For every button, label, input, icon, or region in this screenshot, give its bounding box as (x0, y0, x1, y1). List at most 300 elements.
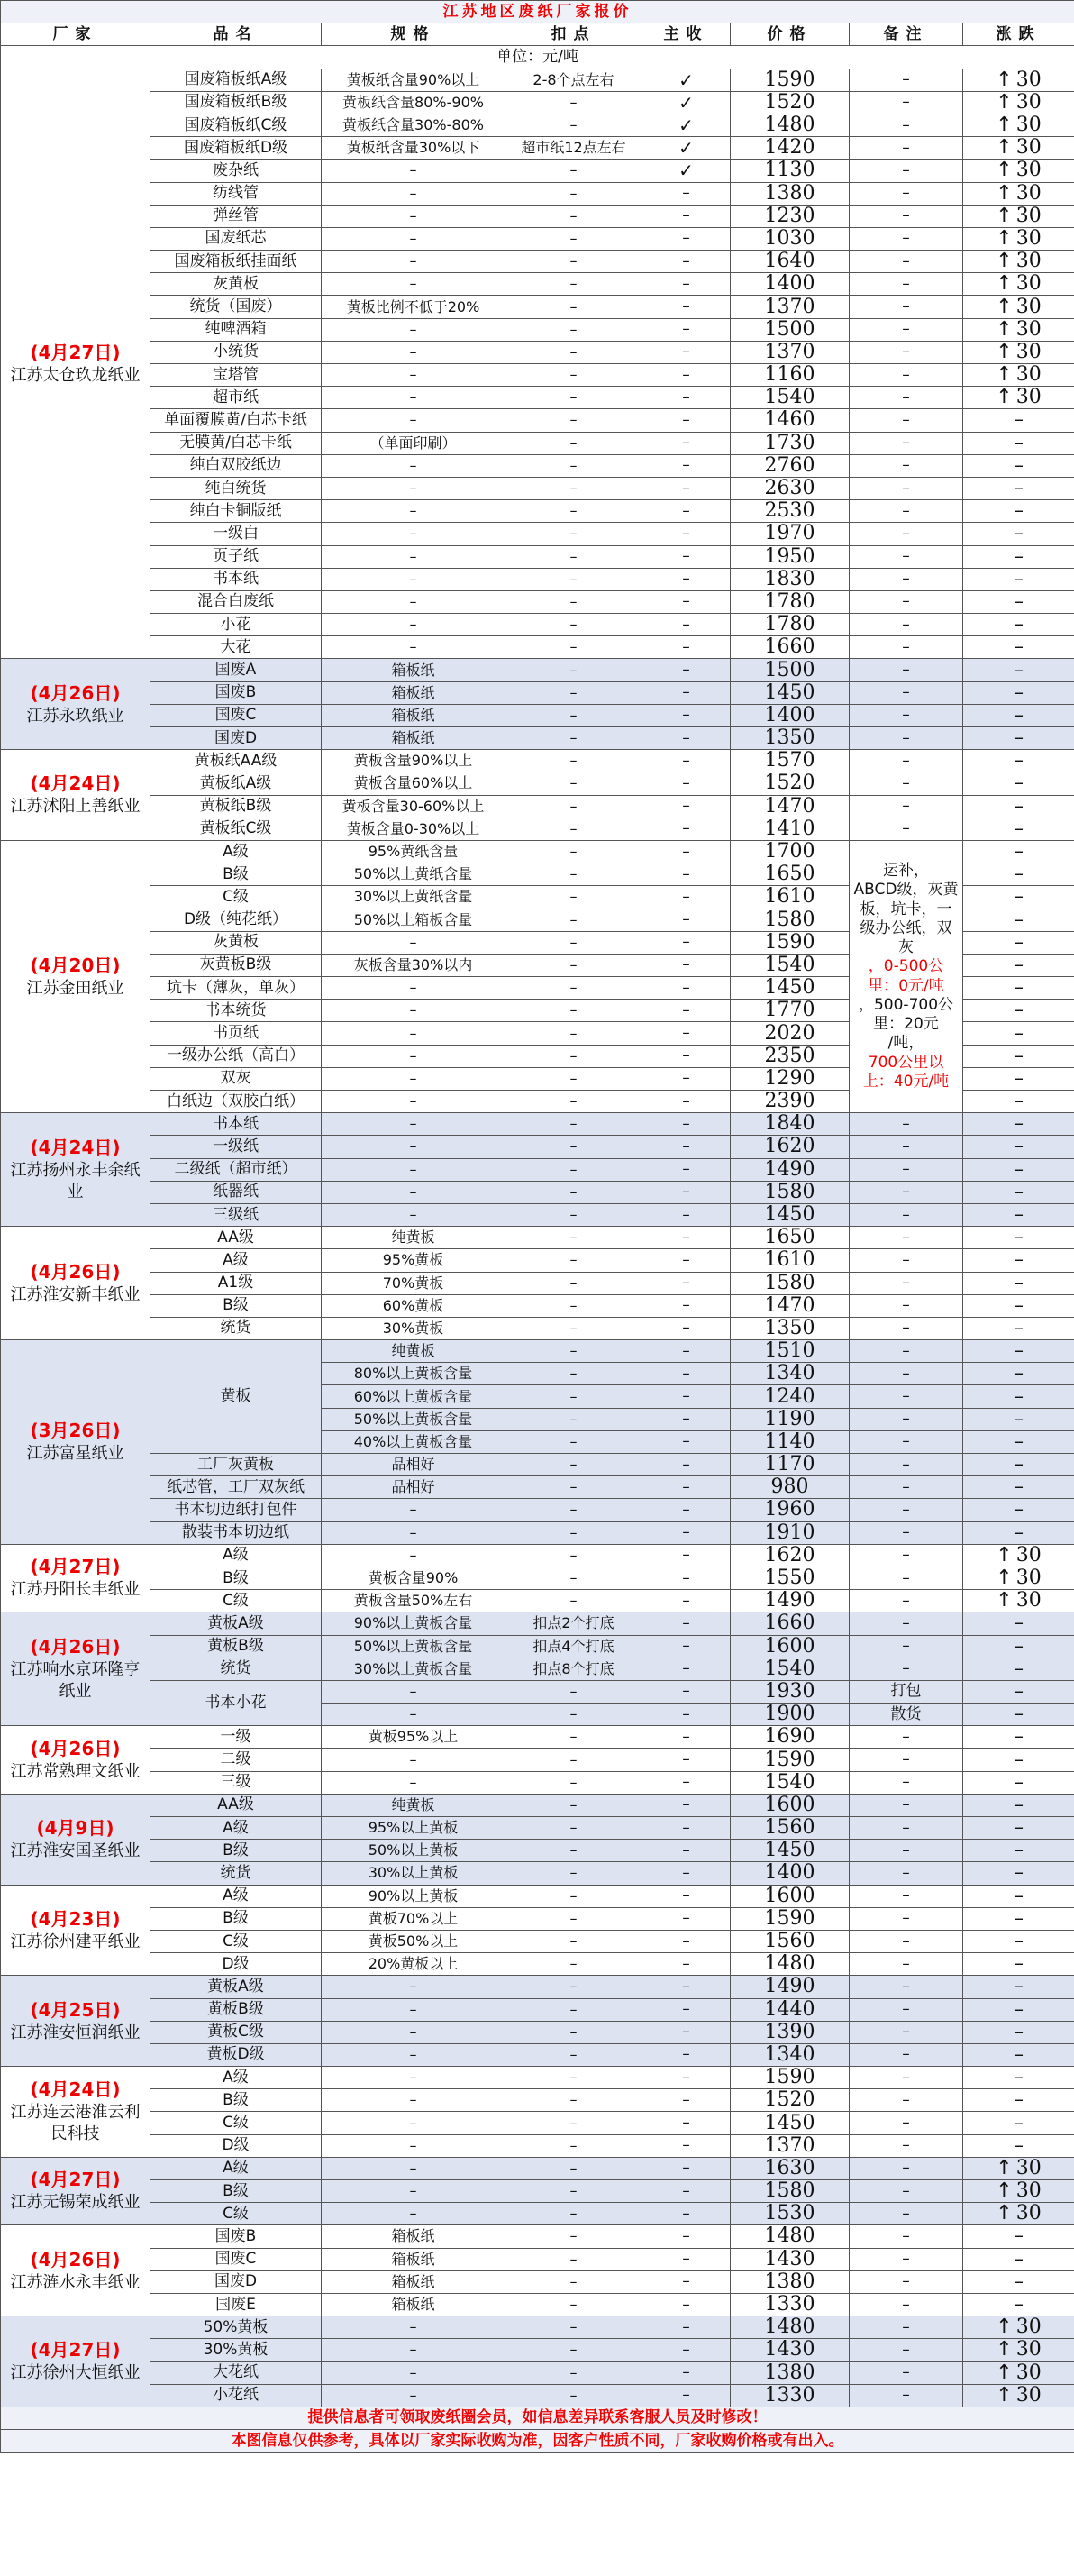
spec-cell: – (322, 2339, 505, 2361)
deduction-cell: – (505, 1840, 642, 1862)
spec-cell: – (322, 2112, 505, 2134)
note-line: /吨， (887, 1034, 924, 1053)
price-cell: 1130 (731, 160, 850, 182)
product-cell: 页子纸 (150, 545, 322, 568)
table-row (1, 114, 1074, 136)
main-cell: – (642, 1249, 731, 1272)
main-cell: – (642, 251, 731, 273)
main-cell: – (642, 1885, 731, 1907)
product-cell: D级（纯花纸） (150, 909, 322, 931)
price-cell: 1590 (731, 931, 850, 954)
deduction-cell: – (505, 1067, 642, 1090)
change-cell: – (963, 636, 1074, 659)
header-price: 价格 (731, 23, 850, 46)
product-cell: 一级 (150, 1726, 322, 1749)
deduction-cell: – (505, 1907, 642, 1930)
table-row (1, 1907, 1074, 1930)
product-cell: 废杂纸 (150, 160, 322, 182)
change-cell: ↑ 30 (963, 318, 1074, 341)
factory-name: 江苏丹阳长丰纸业 (10, 1580, 141, 1600)
change-cell: ↑ 30 (963, 364, 1074, 387)
main-cell: – (642, 1658, 731, 1680)
change-cell: – (963, 1067, 1074, 1090)
product-cell: C级 (150, 2203, 322, 2225)
note-line: ABCD级，灰黄 (853, 881, 959, 900)
note-cell: – (850, 318, 963, 341)
note-line: 运补， (883, 862, 929, 881)
change-cell: – (963, 1612, 1074, 1635)
change-cell: – (963, 1045, 1074, 1067)
product-cell: C级 (150, 1590, 322, 1612)
product-cell: 书本纸 (150, 1113, 322, 1136)
header-main: 主收 (642, 23, 731, 46)
deduction-cell: – (505, 1544, 642, 1567)
factory-date: (4月24日) (30, 1136, 121, 1158)
product-cell: 国废E (150, 2293, 322, 2316)
note-cell: – (850, 1158, 963, 1181)
price-cell: 1450 (731, 1203, 850, 1226)
change-cell: – (963, 1113, 1074, 1136)
main-cell: – (642, 1181, 731, 1203)
note-cell: – (850, 2316, 963, 2339)
table-row (1, 137, 1074, 160)
price-cell: 1390 (731, 2021, 850, 2043)
product-cell: 一级白 (150, 523, 322, 545)
price-cell: 1580 (731, 1181, 850, 1203)
deduction-cell: – (505, 2157, 642, 2179)
spec-cell: – (322, 2021, 505, 2043)
table-row (1, 2180, 1074, 2203)
table-row (1, 205, 1074, 227)
change-cell: – (963, 2293, 1074, 2316)
change-cell: – (963, 2089, 1074, 2112)
main-cell: – (642, 2225, 731, 2248)
deduction-cell: 扣点2个打底 (505, 1612, 642, 1635)
spec-cell: – (322, 2043, 505, 2066)
factory-date: (3月26日) (30, 1420, 121, 1442)
price-cell: 1190 (731, 1408, 850, 1430)
price-cell: 1620 (731, 1136, 850, 1158)
factory-date: (4月27日) (30, 2169, 121, 2191)
product-cell: 国废B (150, 2225, 322, 2248)
price-cell: 1240 (731, 1385, 850, 1408)
deduction-cell: – (505, 659, 642, 681)
main-cell: – (642, 795, 731, 818)
price-cell: 1440 (731, 1998, 850, 2021)
price-cell: 1470 (731, 1294, 850, 1317)
note-cell: – (850, 1567, 963, 1589)
product-cell: 书本切边纸打包件 (150, 1499, 322, 1521)
spec-cell: – (322, 477, 505, 499)
table-row (1, 227, 1074, 250)
table-row (1, 2316, 1074, 2339)
price-cell: 1580 (731, 2180, 850, 2203)
product-cell: 黄板B级 (150, 1635, 322, 1658)
factory-cell (1, 1885, 150, 1976)
note-cell: – (850, 1385, 963, 1408)
main-cell: – (642, 1227, 731, 1249)
deduction-cell: – (505, 387, 642, 409)
price-cell: 1470 (731, 795, 850, 818)
spec-cell: – (322, 2316, 505, 2339)
price-cell: 1570 (731, 750, 850, 772)
main-cell: – (642, 954, 731, 976)
spec-cell: 60%黄板 (322, 1294, 505, 1317)
deduction-cell: – (505, 318, 642, 341)
price-cell: 1350 (731, 727, 850, 750)
note-cell: – (850, 772, 963, 795)
change-cell: ↑ 30 (963, 205, 1074, 227)
table-row (1, 182, 1074, 205)
spec-cell: 30%黄板 (322, 1317, 505, 1339)
table-row (1, 568, 1074, 590)
change-cell: ↑ 30 (963, 341, 1074, 363)
deduction-cell: – (505, 977, 642, 1000)
table-row (1, 1885, 1074, 1907)
change-cell: ↑ 30 (963, 296, 1074, 318)
main-cell: – (642, 2134, 731, 2157)
note-cell: – (850, 364, 963, 387)
main-cell: – (642, 2384, 731, 2407)
product-cell: 黄板A级 (150, 1612, 322, 1635)
note-cell: – (850, 91, 963, 114)
change-cell: – (963, 432, 1074, 454)
deduction-cell: – (505, 681, 642, 704)
price-cell: 2630 (731, 477, 850, 499)
main-cell: – (642, 1340, 731, 1363)
deduction-cell: – (505, 2384, 642, 2407)
note-cell: – (850, 1840, 963, 1862)
deduction-cell: – (505, 1521, 642, 1544)
note-line: 灰 (898, 938, 914, 957)
note-cell: – (850, 1953, 963, 1976)
table-row (1, 636, 1074, 659)
note-cell: – (850, 727, 963, 750)
deduction-cell: – (505, 818, 642, 840)
price-cell: 1660 (731, 1612, 850, 1635)
main-cell: – (642, 454, 731, 477)
note-cell: – (850, 409, 963, 432)
spec-cell: – (322, 1022, 505, 1045)
price-cell: 2350 (731, 1045, 850, 1067)
table-row (1, 1136, 1074, 1158)
product-cell: 书本统货 (150, 1000, 322, 1022)
change-cell: ↑ 30 (963, 2203, 1074, 2225)
deduction-cell: – (505, 1998, 642, 2021)
deduction-cell: – (505, 772, 642, 795)
change-cell: ↑ 30 (963, 137, 1074, 160)
factory-date: (4月26日) (30, 1635, 121, 1658)
price-cell: 1500 (731, 659, 850, 681)
table-row (1, 1590, 1074, 1612)
product-cell: 国废箱板纸A级 (150, 69, 322, 91)
note-cell: – (850, 1862, 963, 1885)
footer-row (1, 2430, 1074, 2453)
spec-cell: 50%以上箱板含量 (322, 909, 505, 931)
change-cell: – (963, 909, 1074, 931)
price-cell: 1690 (731, 1726, 850, 1749)
spec-cell: 90%以上黄板含量 (322, 1612, 505, 1635)
main-cell: – (642, 341, 731, 363)
product-cell: 统货 (150, 1658, 322, 1680)
product-cell: 书本纸 (150, 568, 322, 590)
change-cell: ↑ 30 (963, 1567, 1074, 1589)
product-cell: 国废箱板纸D级 (150, 137, 322, 160)
spec-cell: 黄板纸含量30%以下 (322, 137, 505, 160)
spec-cell: – (322, 1113, 505, 1136)
change-cell: – (963, 1521, 1074, 1544)
table-row (1, 2112, 1074, 2134)
price-cell: 980 (731, 1476, 850, 1499)
change-cell: – (963, 1340, 1074, 1363)
deduction-cell: – (505, 1091, 642, 1113)
product-cell: 纯白统货 (150, 477, 322, 499)
table-row (1, 1181, 1074, 1203)
table-row (1, 432, 1074, 454)
deduction-cell: 扣点8个打底 (505, 1658, 642, 1680)
note-line: 700公里以 (868, 1053, 944, 1072)
deduction-cell: – (505, 2067, 642, 2089)
header-change: 涨跌 (963, 23, 1074, 46)
factory-cell (1, 1113, 150, 1227)
price-cell: 1770 (731, 1000, 850, 1022)
table-row (1, 2067, 1074, 2089)
deduction-cell: – (505, 1136, 642, 1158)
change-cell: ↑ 30 (963, 273, 1074, 296)
main-cell: – (642, 2021, 731, 2043)
main-cell: – (642, 1136, 731, 1158)
factory-name: 江苏徐州大恒纸业 (10, 2363, 141, 2383)
spec-cell: – (322, 227, 505, 250)
change-cell: – (963, 818, 1074, 840)
deduction-cell: – (505, 727, 642, 750)
table-row (1, 1817, 1074, 1840)
product-cell: 黄板A级 (150, 1976, 322, 1998)
product-cell: 统货 (150, 1317, 322, 1339)
change-cell: – (963, 704, 1074, 726)
main-cell: – (642, 1408, 731, 1430)
note-cell: – (850, 2384, 963, 2407)
table-row (1, 1113, 1074, 1136)
price-cell: 1160 (731, 364, 850, 387)
product-cell: 黄板D级 (150, 2043, 322, 2066)
spec-cell: 黄板70%以上 (322, 1907, 505, 1930)
table-row (1, 1612, 1074, 1635)
spec-cell: – (322, 364, 505, 387)
change-cell: – (963, 1385, 1074, 1408)
table-row (1, 1567, 1074, 1589)
price-cell: 1960 (731, 1499, 850, 1521)
deduction-cell: – (505, 500, 642, 523)
price-cell: 1830 (731, 568, 850, 590)
change-cell: – (963, 2270, 1074, 2293)
price-cell: 1170 (731, 1454, 850, 1476)
deduction-cell: – (505, 909, 642, 931)
change-cell: – (963, 795, 1074, 818)
factory-cell (1, 1340, 150, 1545)
note-cell: – (850, 2203, 963, 2225)
factory-name: 江苏徐州建平纸业 (10, 1932, 141, 1951)
note-cell: – (850, 227, 963, 250)
product-cell: 黄板纸C级 (150, 818, 322, 840)
note-cell: – (850, 1408, 963, 1430)
main-cell: – (642, 1862, 731, 1885)
table-row (1, 1862, 1074, 1885)
product-cell: A1级 (150, 1272, 322, 1294)
product-cell: 30%黄板 (150, 2339, 322, 2361)
table-row (1, 1635, 1074, 1658)
change-cell: ↑ 30 (963, 2361, 1074, 2384)
note-cell: – (850, 1907, 963, 1930)
change-cell: ↑ 30 (963, 1590, 1074, 1612)
note-cell: – (850, 1635, 963, 1658)
table-row (1, 1544, 1074, 1567)
product-cell: 单面覆膜黄/白芯卡纸 (150, 409, 322, 432)
main-cell: – (642, 704, 731, 726)
factory-date: (4月24日) (30, 2078, 121, 2101)
factory-name: 江苏淮安新丰纸业 (10, 1284, 141, 1304)
spec-cell: 黄板50%以上 (322, 1930, 505, 1952)
change-cell: – (963, 1704, 1074, 1726)
price-cell: 1540 (731, 387, 850, 409)
price-cell: 1780 (731, 590, 850, 613)
main-cell: – (642, 1930, 731, 1952)
table-row (1, 1476, 1074, 1499)
factory-name: 江苏连云港淮云利民科技 (10, 2103, 141, 2144)
table-row (1, 2339, 1074, 2361)
table-row (1, 659, 1074, 681)
change-cell: – (963, 1363, 1074, 1385)
product-cell: A级 (150, 2157, 322, 2179)
deduction-cell: – (505, 2225, 642, 2248)
deduction-cell: – (505, 614, 642, 636)
product-cell: B级 (150, 2089, 322, 2112)
main-cell: – (642, 318, 731, 341)
product-cell: 国废D (150, 727, 322, 750)
table-row (1, 1158, 1074, 1181)
price-cell: 1700 (731, 840, 850, 863)
deduction-cell: – (505, 227, 642, 250)
price-cell: 1640 (731, 251, 850, 273)
note-cell: – (850, 568, 963, 590)
price-cell: 1630 (731, 2157, 850, 2179)
spec-cell: 箱板纸 (322, 704, 505, 726)
spec-cell: – (322, 182, 505, 205)
price-cell: 1600 (731, 1885, 850, 1907)
change-cell: ↑ 30 (963, 2316, 1074, 2339)
price-cell: 1480 (731, 1953, 850, 1976)
main-cell: – (642, 1590, 731, 1612)
product-cell: B级 (150, 1567, 322, 1589)
price-cell: 1490 (731, 1976, 850, 1998)
deduction-cell: – (505, 182, 642, 205)
product-cell: 二级纸（超市纸） (150, 1158, 322, 1181)
factory-name: 江苏响水京环隆亨纸业 (10, 1659, 141, 1702)
table-row (1, 2384, 1074, 2407)
product-cell: 大花 (150, 636, 322, 659)
spec-cell: 箱板纸 (322, 2248, 505, 2270)
note-cell: – (850, 160, 963, 182)
footer-text: 本图信息仅供参考，具体以厂家实际收购为准，因客户性质不同，厂家收购价格或有出入。 (1, 2430, 1074, 2453)
product-cell: 纯白卡铜版纸 (150, 500, 322, 523)
table-row (1, 2157, 1074, 2179)
factory-cell (1, 1726, 150, 1795)
main-cell: ✓ (642, 91, 731, 114)
deduction-cell: – (505, 296, 642, 318)
main-cell: – (642, 500, 731, 523)
main-cell: – (642, 1771, 731, 1794)
note-line: ，500-700公 (858, 995, 954, 1014)
factory-date: (4月9日) (36, 1817, 114, 1840)
main-cell: – (642, 750, 731, 772)
spec-cell: – (322, 1704, 505, 1726)
price-cell: 1450 (731, 977, 850, 1000)
product-cell: B级 (150, 1907, 322, 1930)
unit-row (1, 46, 1074, 69)
change-cell: – (963, 727, 1074, 750)
note-cell: – (850, 205, 963, 227)
spec-cell: 灰板含量30%以内 (322, 954, 505, 976)
title-row (1, 1, 1074, 23)
table-row (1, 590, 1074, 613)
note-cell: – (850, 1272, 963, 1294)
note-cell: – (850, 1998, 963, 2021)
change-cell: – (963, 1862, 1074, 1885)
spec-cell: 品相好 (322, 1476, 505, 1499)
deduction-cell: – (505, 1704, 642, 1726)
note-cell: – (850, 296, 963, 318)
factory-name: 江苏淮安国圣纸业 (10, 1841, 141, 1861)
price-cell: 1230 (731, 205, 850, 227)
price-cell: 1430 (731, 2339, 850, 2361)
product-cell: 国废C (150, 704, 322, 726)
main-cell: – (642, 2293, 731, 2316)
header-spec: 规格 (322, 23, 505, 46)
product-cell: A级 (150, 2067, 322, 2089)
factory-date: (4月26日) (30, 1737, 121, 1759)
change-cell: – (963, 2225, 1074, 2248)
table-row (1, 840, 1074, 863)
deduction-cell: – (505, 2316, 642, 2339)
main-cell: – (642, 1953, 731, 1976)
deduction-cell: – (505, 840, 642, 863)
spec-cell: – (322, 2157, 505, 2179)
change-cell: – (963, 1885, 1074, 1907)
note-cell: – (850, 2021, 963, 2043)
factory-date: (4月23日) (30, 1907, 121, 1930)
product-cell: 三级 (150, 1771, 322, 1794)
deduction-cell: – (505, 409, 642, 432)
main-cell: – (642, 818, 731, 840)
main-cell: – (642, 909, 731, 931)
change-cell: – (963, 1771, 1074, 1794)
deduction-cell: – (505, 1680, 642, 1703)
factory-date: (4月27日) (30, 2339, 121, 2361)
main-cell: – (642, 1794, 731, 1816)
change-cell: – (963, 2248, 1074, 2270)
change-cell: ↑ 30 (963, 1544, 1074, 1567)
deduction-cell: – (505, 1340, 642, 1363)
main-cell: – (642, 1317, 731, 1339)
factory-cell (1, 659, 150, 750)
change-cell: ↑ 30 (963, 251, 1074, 273)
note-cell: – (850, 1658, 963, 1680)
factory-name: 江苏扬州永丰余纸业 (10, 1160, 141, 1202)
price-cell: 1430 (731, 2248, 850, 2270)
table-row (1, 91, 1074, 114)
main-cell: – (642, 568, 731, 590)
product-cell: A级 (150, 1885, 322, 1907)
